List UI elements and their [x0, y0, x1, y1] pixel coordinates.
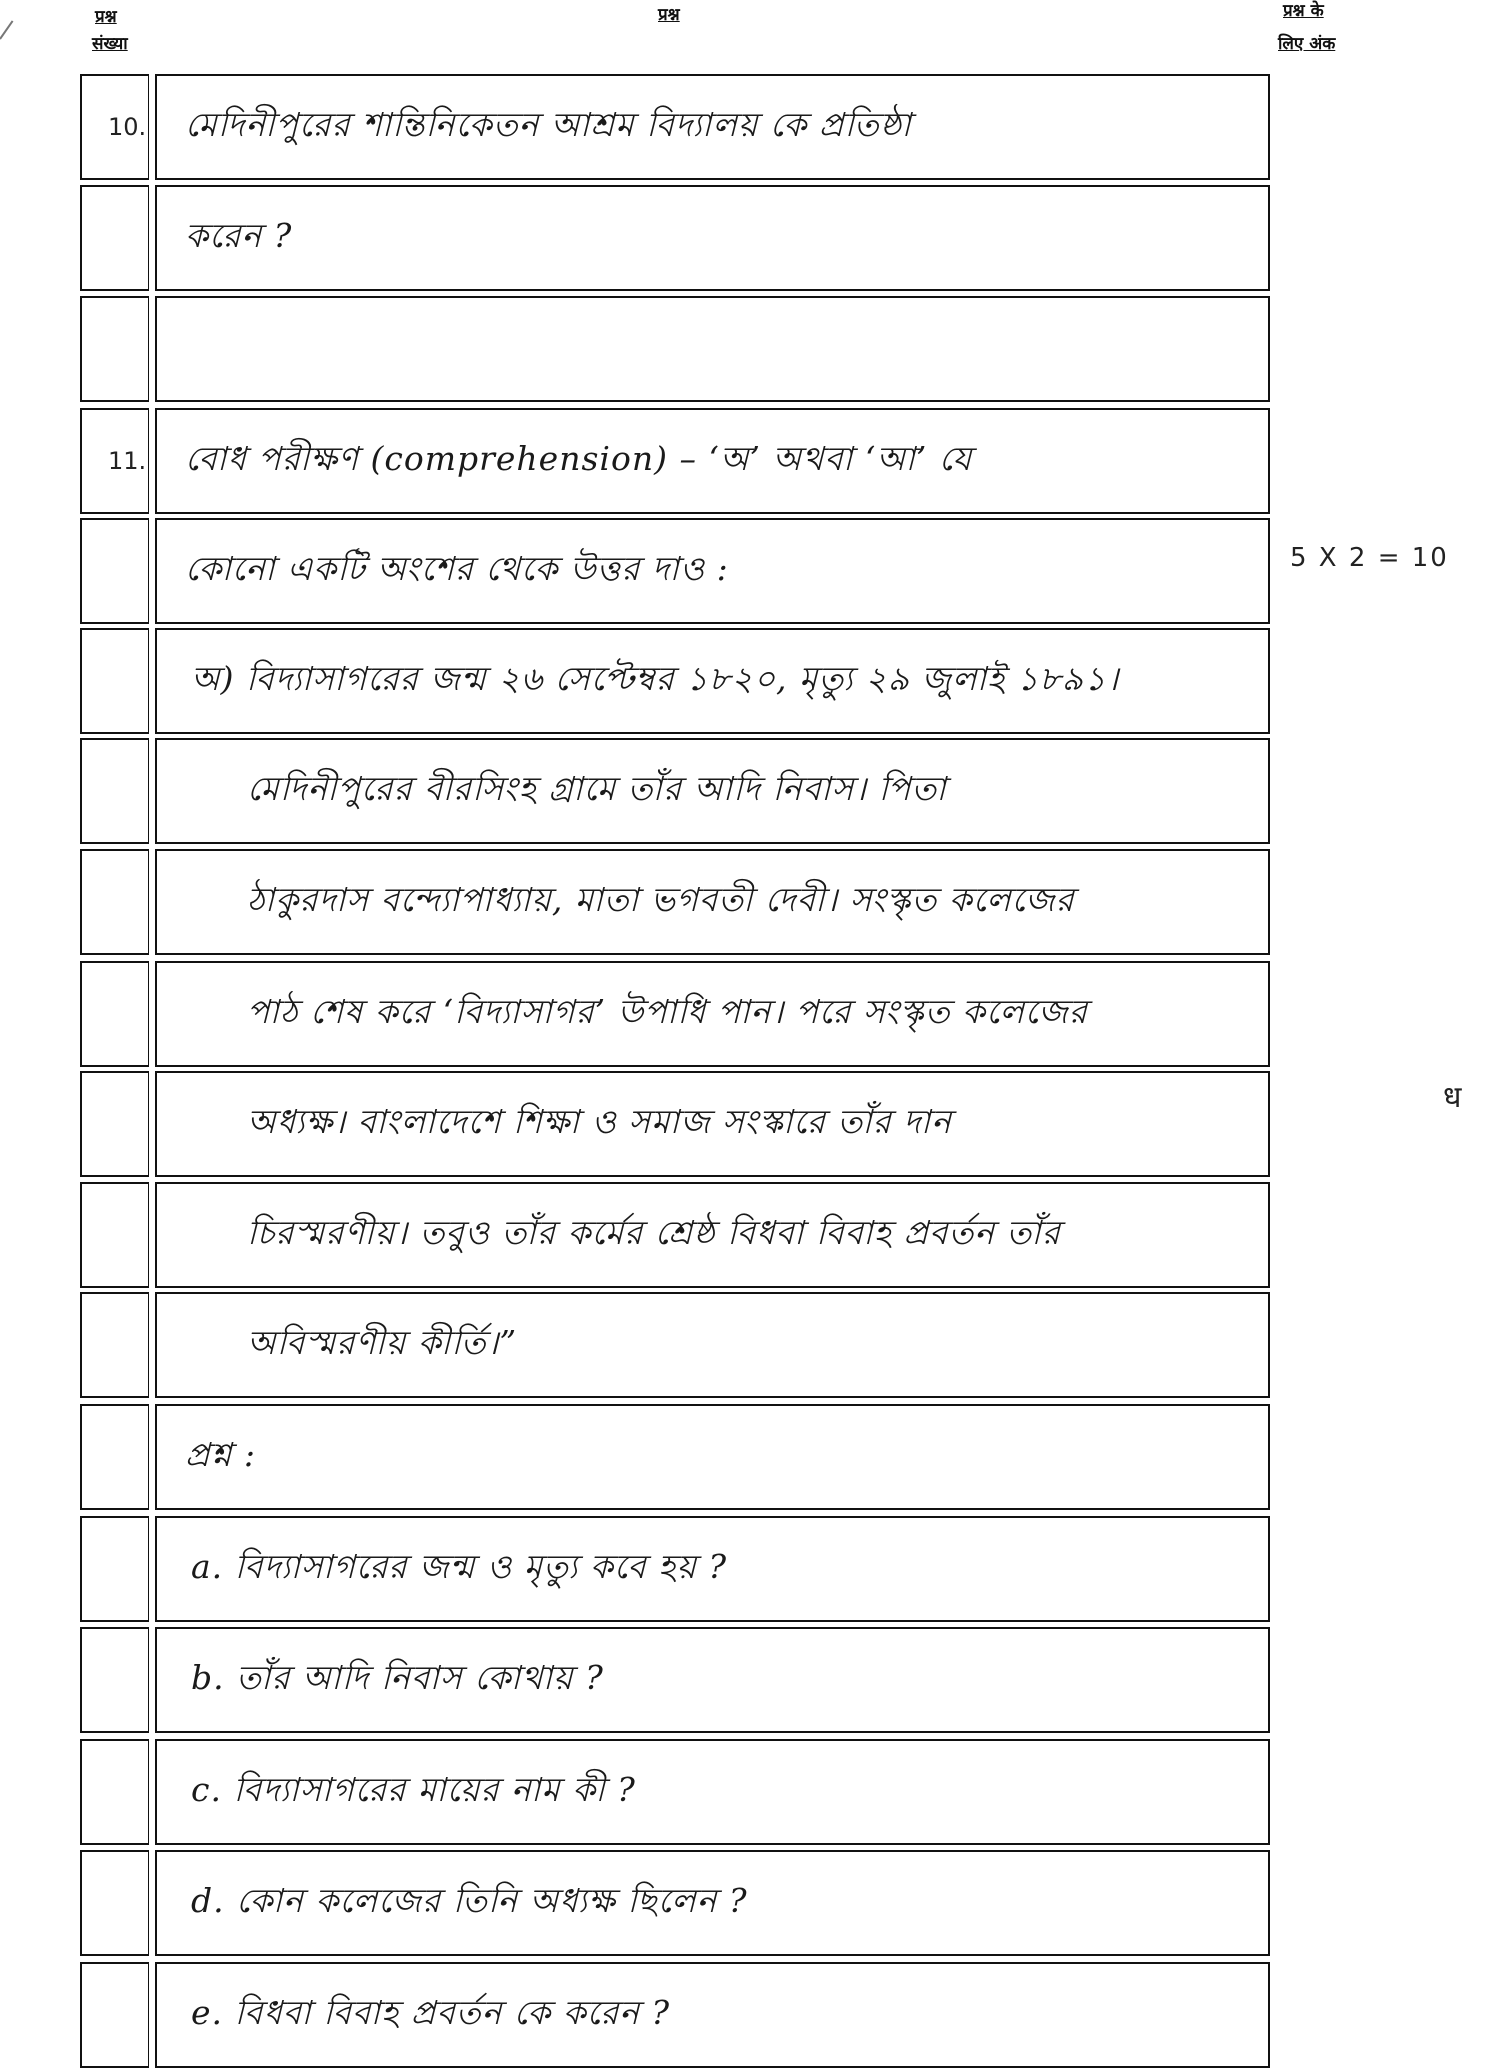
question-text-cell [155, 185, 1270, 291]
question-number-cell [80, 185, 149, 291]
handwritten-line: ঠাকুরদাস বন্দ্যোপাধ্যায়, মাতা ভগবতী দেবী। সংস্কৃত কলেজের [247, 880, 1075, 919]
handwritten-line: করেন ? [185, 216, 293, 255]
question-number-header: प्रश्न [95, 7, 117, 27]
question-text-cell [155, 1182, 1270, 1288]
question-number-cell [80, 1071, 149, 1177]
question-number-cell [80, 74, 149, 180]
handwritten-line: অ) বিদ্যাসাগরের জন্ম ২৬ সেপ্টেম্বর ১৮২০, মৃত্যু ২৯ জুলাই ১৮৯১। [191, 659, 1120, 698]
question-number-cell [80, 296, 149, 402]
question-text-cell [155, 296, 1270, 402]
question-number-cell [80, 628, 149, 734]
question-number-cell [80, 1182, 149, 1288]
handwritten-line: প্রশ্ন : [185, 1435, 257, 1474]
question-number-cell [80, 1516, 149, 1622]
handwritten-line: c. বিদ্যাসাগরের মায়ের নাম কী ? [191, 1770, 636, 1809]
answer-row [80, 296, 1270, 402]
answer-row [80, 408, 1270, 514]
handwritten-line: অবিস্মরণীয় কীর্তি।” [247, 1323, 518, 1362]
margin-tick-mark [0, 20, 13, 39]
answer-row [80, 849, 1270, 955]
answer-row [80, 518, 1270, 624]
question-text-cell [155, 408, 1270, 514]
question-number-cell [80, 1404, 149, 1510]
handwritten-line: a. বিদ্যাসাগরের জন্ম ও মৃত্যু কবে হয় ? [191, 1547, 728, 1586]
answer-row [80, 74, 1270, 180]
question-number-cell [80, 1962, 149, 2068]
answer-row [80, 1627, 1270, 1733]
question-text-cell [155, 961, 1270, 1067]
question-number-header-line2: संख्या [92, 34, 128, 54]
margin-mark: ध [1443, 1080, 1462, 1115]
question-text-cell [155, 1850, 1270, 1956]
handwritten-line: মেদিনীপুরের বীরসিংহ গ্রামে তাঁর আদি নিবাস। পিতা [247, 769, 947, 808]
question-number-cell [80, 1292, 149, 1398]
question-text-cell [155, 1292, 1270, 1398]
question-number: 11. [108, 447, 147, 475]
answer-row [80, 1739, 1270, 1845]
handwritten-line: d. কোন কলেজের তিনি অধ্যক্ষ ছিলেন ? [191, 1881, 748, 1920]
handwritten-line: পাঠ শেষ করে ‘বিদ্যাসাগর’ উপাধি পান। পরে সংস্কৃত কলেজের [247, 992, 1088, 1031]
answer-row [80, 1292, 1270, 1398]
answer-row [80, 1516, 1270, 1622]
handwritten-line: অধ্যক্ষ। বাংলাদেশে শিক্ষা ও সমাজ সংস্কারে তাঁর দান [247, 1102, 952, 1141]
handwritten-line: b. তাঁর আদি নিবাস কোথায় ? [191, 1658, 604, 1697]
question-text-cell [155, 849, 1270, 955]
answer-row [80, 1962, 1270, 2068]
question-text-cell [155, 1404, 1270, 1510]
handwritten-line: মেদিনীপুরের শান্তিনিকেতন আশ্রম বিদ্যালয় কে প্রতিষ্ঠা [185, 105, 912, 144]
question-text-cell [155, 1071, 1270, 1177]
question-text-cell [155, 1962, 1270, 2068]
question-text-cell [155, 628, 1270, 734]
question-number-cell [80, 408, 149, 514]
handwritten-line: চিরস্মরণীয়। তবুও তাঁর কর্মের শ্রেষ্ঠ বিধবা বিবাহ প্রবর্তন তাঁর [247, 1213, 1061, 1252]
question-text-cell [155, 1516, 1270, 1622]
question-number-cell [80, 1739, 149, 1845]
answer-row [80, 628, 1270, 734]
answer-row [80, 185, 1270, 291]
answer-row [80, 1071, 1270, 1177]
question-number-cell [80, 738, 149, 844]
answer-row [80, 961, 1270, 1067]
question-text-cell [155, 1739, 1270, 1845]
question-number-cell [80, 1850, 149, 1956]
question-number-cell [80, 518, 149, 624]
handwritten-line: কোনো একটি অংশের থেকে উত্তর দাও : [185, 549, 729, 588]
answer-row [80, 738, 1270, 844]
question-number: 10. [108, 113, 147, 141]
question-text-cell [155, 1627, 1270, 1733]
question-number-cell [80, 961, 149, 1067]
answer-row [80, 1404, 1270, 1510]
answer-row [80, 1182, 1270, 1288]
marks-header: प्रश्न के [1283, 1, 1324, 21]
question-number-cell [80, 1627, 149, 1733]
handwritten-line: বোধ পরীক্ষণ (comprehension) – ‘অ’ অথবা ‘আ’ যে [185, 439, 973, 478]
marks-header-line2: लिए अंक [1278, 34, 1336, 54]
question-header: प्रश्न [658, 5, 680, 25]
question-text-cell [155, 738, 1270, 844]
question-text-cell [155, 518, 1270, 624]
marks-note: 5 X 2 = 10 [1290, 543, 1449, 573]
question-number-cell [80, 849, 149, 955]
question-text-cell [155, 74, 1270, 180]
handwritten-line: e. বিধবা বিবাহ প্রবর্তন কে করেন ? [191, 1993, 671, 2032]
answer-row [80, 1850, 1270, 1956]
